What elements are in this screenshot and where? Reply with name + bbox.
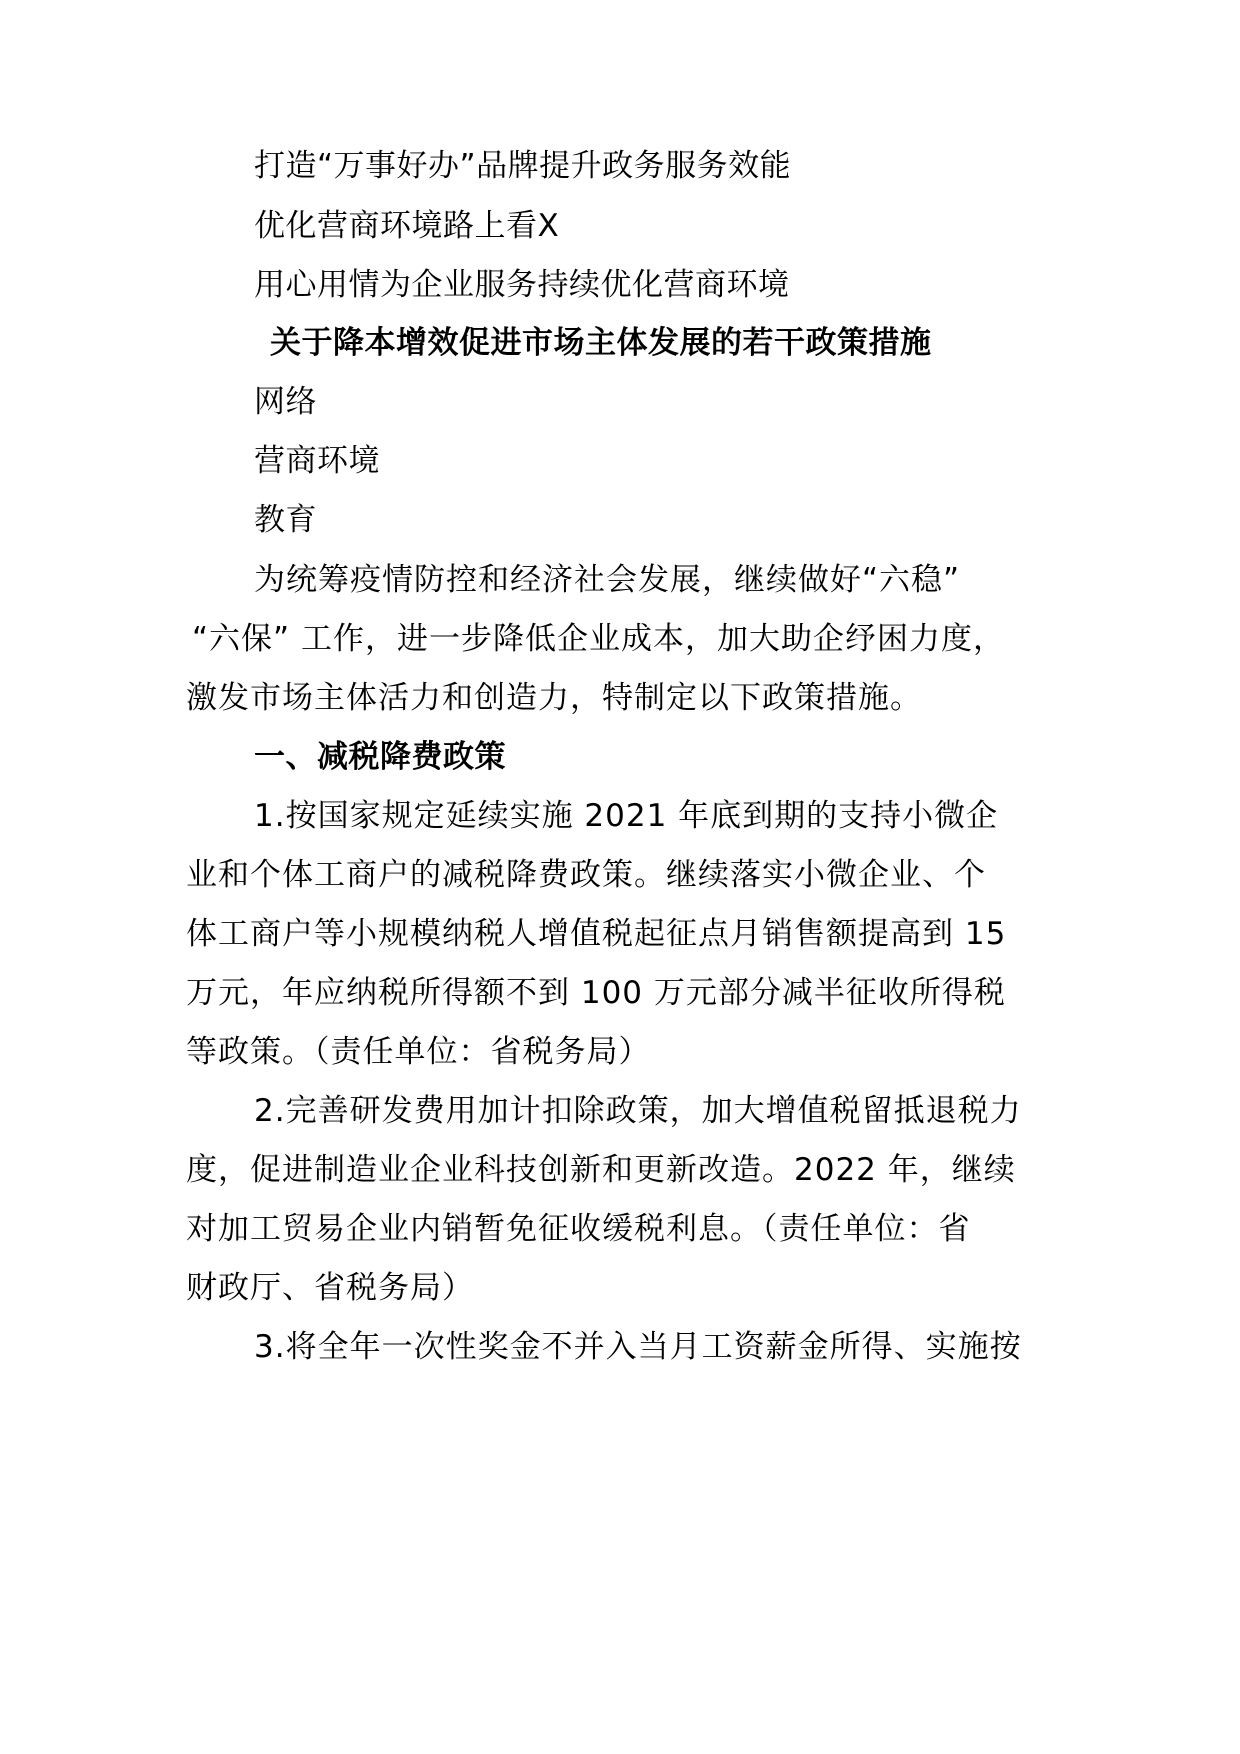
- section-heading-1: 一、减税降费政策: [254, 739, 506, 775]
- item1-line-5: 等政策。（责任单位：省税务局）: [186, 1034, 651, 1070]
- headline-3: 用心用情为企业服务持续优化营商环境: [254, 267, 790, 303]
- item2-line-2: 度，促进制造业企业科技创新和更新改造。2022 年，继续: [186, 1152, 1016, 1188]
- item2-line-1: 2.完善研发费用加计扣除政策，加大增值税留抵退税力: [254, 1093, 1022, 1129]
- document-title: 关于降本增效促进市场主体发展的若干政策措施: [270, 325, 932, 361]
- item1-line-1: 1.按国家规定延续实施 2021 年底到期的支持小微企: [254, 798, 999, 834]
- item1-line-4: 万元，年应纳税所得额不到 100 万元部分减半征收所得税: [186, 975, 1006, 1011]
- tag-network: 网络: [254, 384, 317, 420]
- item1-line-3: 体工商户等小规模纳税人增值税起征点月销售额提高到 15: [186, 916, 1007, 952]
- intro-line-2: “六保” 工作，进一步降低企业成本，加大助企纾困力度，: [192, 621, 1005, 657]
- intro-line-1: 为统筹疫情防控和经济社会发展，继续做好“六稳”: [254, 562, 961, 598]
- intro-line-3: 激发市场主体活力和创造力，特制定以下政策措施。: [186, 680, 922, 716]
- headline-1: 打造“万事好办”品牌提升政务服务效能: [254, 148, 792, 184]
- item2-line-3: 对加工贸易企业内销暂免征收缓税利息。（责任单位：省: [186, 1211, 971, 1247]
- item3-line-1: 3.将全年一次性奖金不并入当月工资薪金所得、实施按: [254, 1329, 1022, 1365]
- item2-line-4: 财政厅、省税务局）: [186, 1270, 474, 1306]
- tag-business-environment: 营商环境: [254, 443, 380, 479]
- tag-education: 教育: [254, 502, 317, 538]
- item1-line-2: 业和个体工商户的减税降费政策。继续落实小微企业、个: [186, 857, 986, 893]
- headline-2: 优化营商环境路上看X: [254, 208, 560, 244]
